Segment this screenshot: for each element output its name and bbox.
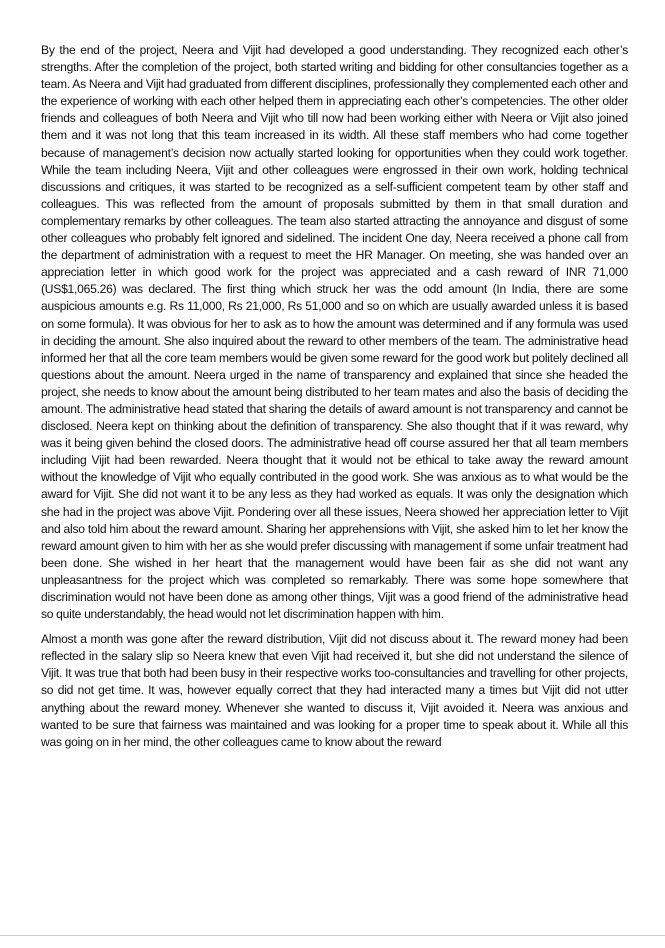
page-bottom-divider [0,935,665,936]
paragraph-1: By the end of the project, Neera and Vijit had developed a good understanding. They recognized each other’s strengths. After the completion of the project, both started writing and bidding for other consultancies together as a team. As Neera and Vijit had graduated from different disciplines, professionally they complemented each other and the experience of working with each other helped them in appreciating each other’s competencies. The other older friends and colleagues of both Neera and Vijit who till now had been working either with Neera or Vijit also joined them and it was not long that this team increased in its width. All these staff members who had come together because of management’s decision now actually started looking for opportunities when they could work together. While the team including Neera, Vijit and other colleagues were engrossed in their own work, holding technical discussions and critiques, it was started to be recognized as a self-sufficient competent team by other staff and colleagues. This was reflected from the amount of proposals submitted by them in that small duration and complementary remarks by other colleagues. The team also started attracting the annoyance and disgust of some other colleagues who probably felt ignored and sidelined. The incident One day, Neera received a phone call from the department of administration with a request to meet the HR Manager. On meeting, she was handed over an appreciation letter in which good work for the project was appreciated and a cash reward of INR 71,000 (US$1,065.26) was declared. The first thing which struck her was the odd amount (In India, there are some auspicious amounts e.g. Rs 11,000, Rs 21,000, Rs 51,000 and so on which are usually awarded unless it is based on some formula). It was obvious for her to ask as to how the amount was determined and if any formula was used in deciding the amount. She also inquired about the reward to other members of the team. The administrative head informed her that all the core team members would be given some reward for the good work but politely declined all questions about the amount. Neera urged in the name of transparency and explained that since she headed the project, she needs to know about the amount being distributed to her team mates and also the basis of deciding the amount. The administrative head stated that sharing the details of award amount is not transparency and cannot be disclosed. Neera kept on thinking about the definition of transparency. She also thought that if it was reward, why was it being given behind the closed doors. The administrative head off course assured her that all team members including Vijit had been rewarded. Neera thought that it would not be ethical to take away the reward amount without the knowledge of Vijit who equally contributed in the good work. She was anxious as to what would be the award for Vijit. She did not want it to be any less as they had worked as equals. It was only the designation which she had in the project was above Vijit. Pondering over all these issues, Neera showed her appreciation letter to Vijit and also told him about the reward amount. Sharing her apprehensions with Vijit, she asked him to let her know the reward amount given to him with her as she would prefer discussing with management if some unfair treatment had been done. She wished in her heart that the management would have been fair as she did not want any unpleasantness for the project which was completed so remarkably. There was some hope somewhere that discrimination would not have been done as among other things, Vijit was a good friend of the administrative head so quite understandably, the head would not let discrimination happen with him. [41,43,628,622]
document-body [41,42,628,751]
paragraph-2: Almost a month was gone after the reward distribution, Vijit did not discuss about it. The reward money had been reflected in the salary slip so Neera knew that even Vijit had received it, but she did not understand the silence of Vijit. It was true that both had been busy in their respective works too-consultancies and travelling for other projects, so did not get time. It was, however equally correct that they had interacted many a times but Vijit did not utter anything about the reward money. Whenever she wanted to discuss it, Vijit avoided it. Neera was anxious and wanted to be sure that fairness was maintained and was looking for a proper time to speak about it. While all this was going on in her mind, the other colleagues came to know about the reward [41,632,628,749]
